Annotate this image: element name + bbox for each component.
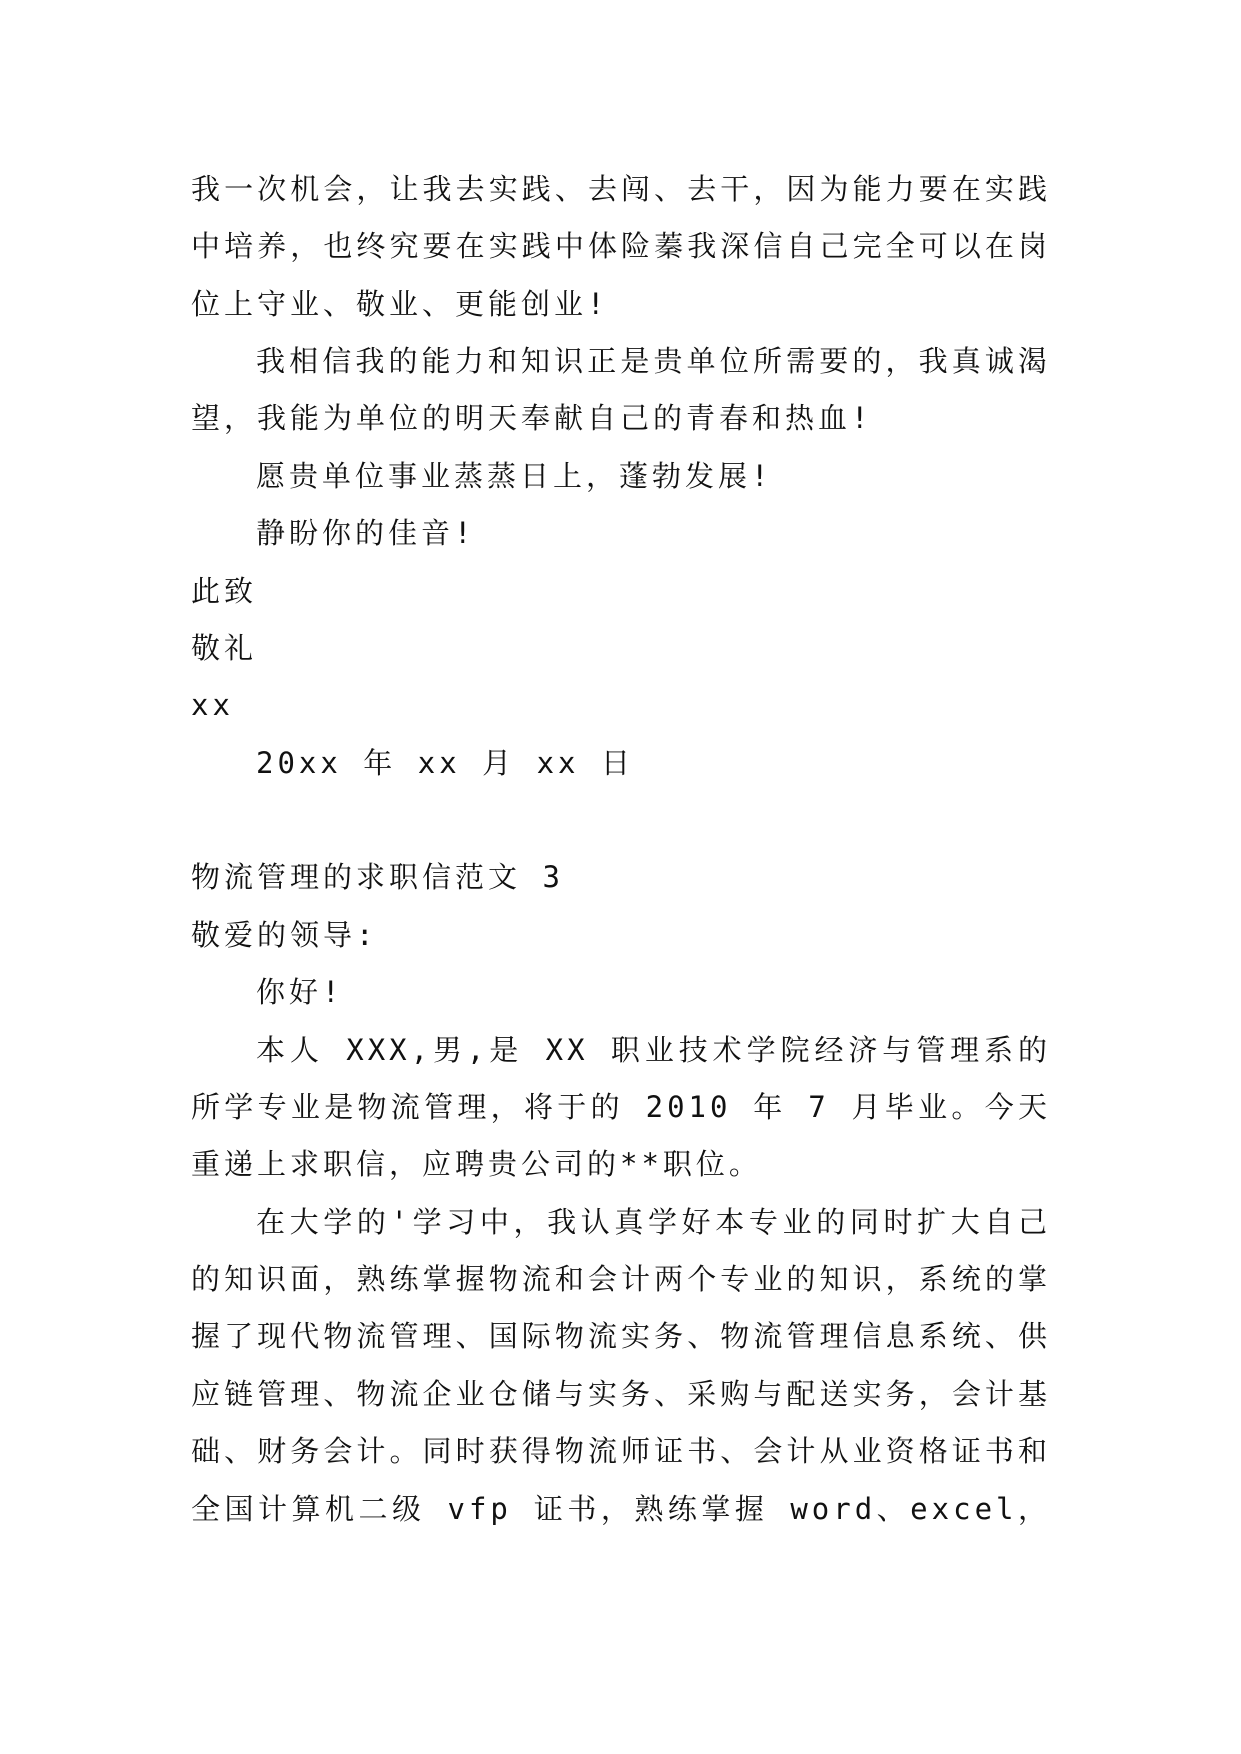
paragraph-line: 础、财务会计。同时获得物流师证书、会计从业资格证书和 <box>191 1434 1051 1468</box>
paragraph-line: 位上守业、敬业、更能创业! <box>191 287 609 321</box>
paragraph-line: 静盼你的佳音! <box>256 516 476 550</box>
paragraph-line: 全国计算机二级 vfp 证书，熟练掌握 word、excel， <box>191 1492 1051 1526</box>
paragraph-line: 我相信我的能力和知识正是贵单位所需要的，我真诚渴 <box>256 344 1051 378</box>
paragraph-line: 本人 XXX,男,是 XX 职业技术学院经济与管理系的 <box>256 1033 1051 1067</box>
paragraph-line: 应链管理、物流企业仓储与实务、采购与配送实务，会计基 <box>191 1377 1051 1411</box>
paragraph-line: 的知识面，熟练掌握物流和会计两个专业的知识，系统的掌 <box>191 1262 1051 1296</box>
salutation: 敬爱的领导: <box>191 918 378 952</box>
paragraph-line: 握了现代物流管理、国际物流实务、物流管理信息系统、供 <box>191 1319 1051 1353</box>
closing-line: 敬礼 <box>191 631 258 665</box>
signature: xx <box>191 688 234 722</box>
paragraph-line: 我一次机会，让我去实践、去闯、去干，因为能力要在实践 <box>191 172 1051 206</box>
paragraph-line: 中培养，也终究要在实践中体险蓁我深信自己完全可以在岗 <box>191 229 1051 263</box>
paragraph-line: 愿贵单位事业蒸蒸日上，蓬勃发展! <box>256 459 773 493</box>
section-title: 物流管理的求职信范文 3 <box>191 860 564 894</box>
paragraph-line: 在大学的'学习中，我认真学好本专业的同时扩大自己 <box>256 1205 1051 1239</box>
paragraph-line: 重递上求职信，应聘贵公司的**职位。 <box>191 1147 762 1181</box>
paragraph-line: 所学专业是物流管理，将于的 2010 年 7 月毕业。今天 <box>191 1090 1051 1124</box>
greeting: 你好! <box>256 975 344 1009</box>
closing-line: 此致 <box>191 574 258 608</box>
date-line: 20xx 年 xx 月 xx 日 <box>256 746 634 780</box>
paragraph-line: 望，我能为单位的明天奉献自己的青春和热血! <box>191 401 873 435</box>
